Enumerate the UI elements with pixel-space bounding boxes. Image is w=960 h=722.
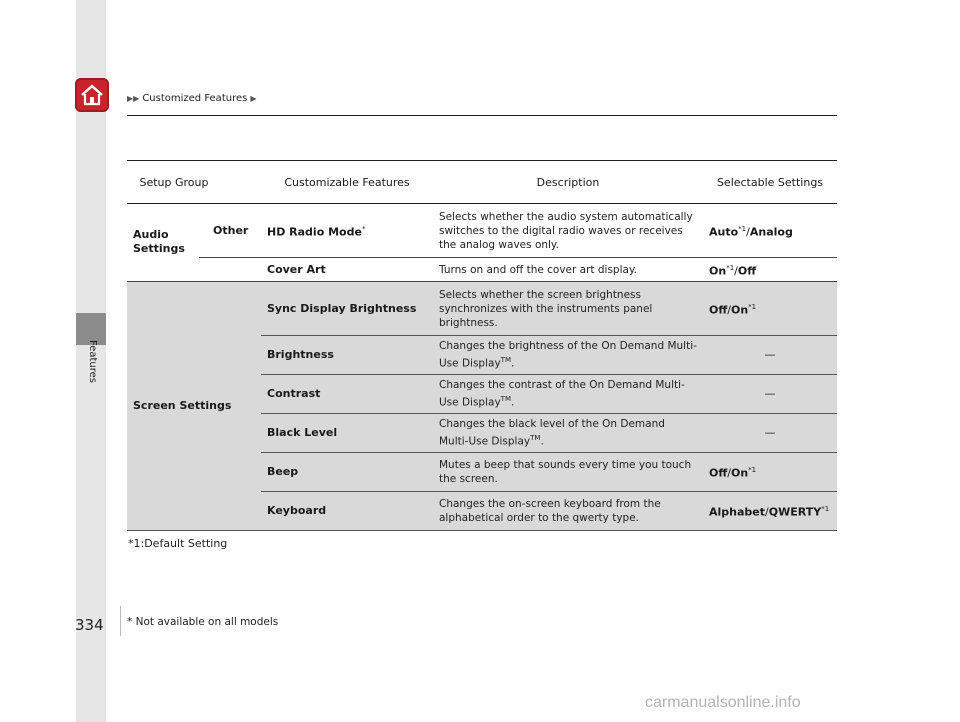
setting-option: On bbox=[730, 303, 749, 317]
trademark-mark: TM bbox=[500, 395, 511, 404]
trademark-mark: TM bbox=[530, 434, 541, 443]
feature-description bbox=[433, 414, 703, 453]
feature-name: Cover Art bbox=[261, 258, 433, 282]
description-end: . bbox=[540, 435, 544, 448]
breadcrumb-arrow-icon: ▶▶ bbox=[127, 94, 140, 103]
setting-separator: / bbox=[746, 225, 750, 239]
home-button[interactable] bbox=[75, 78, 109, 112]
header-customizable-features: Customizable Features bbox=[261, 161, 433, 204]
feature-label: HD Radio Mode bbox=[267, 225, 362, 239]
section-label: Features bbox=[87, 340, 98, 383]
group-audio-settings: Audio Settings bbox=[127, 204, 199, 282]
setting-option: Auto bbox=[709, 225, 739, 239]
feature-name: Sync Display Brightness bbox=[261, 282, 433, 336]
no-setting-dash: — bbox=[764, 348, 776, 361]
trademark-mark: TM bbox=[500, 356, 511, 365]
setting-option: Off bbox=[737, 264, 757, 278]
no-setting-dash: — bbox=[764, 387, 776, 400]
default-mark: *1 bbox=[726, 263, 735, 272]
feature-description: Selects whether the screen brightness synchronizes with the instruments panel brightness. bbox=[433, 282, 703, 336]
watermark: carmanualsonline.info bbox=[645, 694, 801, 711]
table-row bbox=[127, 282, 837, 336]
setting-option: Alphabet bbox=[709, 505, 766, 519]
breadcrumb bbox=[127, 93, 256, 104]
setting-separator: / bbox=[734, 264, 738, 278]
subgroup-spacer bbox=[199, 258, 261, 282]
feature-description: Changes the on-screen keyboard from the alphabetical order to the qwerty type. bbox=[433, 492, 703, 531]
setting-separator: / bbox=[727, 466, 731, 480]
footer-divider bbox=[120, 606, 121, 636]
header-divider bbox=[127, 115, 837, 116]
setting-option: QWERTY bbox=[768, 505, 822, 519]
page-number: 334 bbox=[75, 616, 104, 634]
feature-name bbox=[261, 204, 433, 258]
setting-separator: / bbox=[727, 303, 731, 317]
selectable-settings bbox=[703, 375, 837, 414]
feature-name: Brightness bbox=[261, 336, 433, 375]
description-text: Changes the brightness of the On Demand Multi-Use Display bbox=[439, 340, 697, 370]
default-mark: *1 bbox=[748, 302, 757, 311]
models-footnote: * Not available on all models bbox=[127, 616, 279, 628]
home-icon bbox=[79, 82, 105, 108]
selectable-settings bbox=[703, 336, 837, 375]
default-mark: *1 bbox=[748, 466, 757, 475]
table-row bbox=[127, 204, 837, 258]
setting-option: Off bbox=[709, 466, 728, 480]
selectable-settings bbox=[703, 453, 837, 492]
feature-description bbox=[433, 336, 703, 375]
breadcrumb-link[interactable]: Customized Features bbox=[142, 93, 248, 104]
header-selectable-settings: Selectable Settings bbox=[703, 161, 837, 204]
group-screen-settings: Screen Settings bbox=[127, 282, 261, 531]
default-mark: *1 bbox=[738, 224, 747, 233]
no-setting-dash: — bbox=[764, 426, 776, 439]
setting-option: Off bbox=[709, 303, 728, 317]
description-end: . bbox=[511, 357, 515, 370]
feature-name: Beep bbox=[261, 453, 433, 492]
feature-mark: * bbox=[361, 224, 366, 233]
feature-name: Contrast bbox=[261, 375, 433, 414]
table-header-row bbox=[127, 161, 837, 204]
selectable-settings bbox=[703, 414, 837, 453]
feature-description bbox=[433, 375, 703, 414]
subgroup-other: Other bbox=[199, 204, 261, 258]
setting-option: On bbox=[709, 264, 727, 278]
feature-description: Selects whether the audio system automatically switches to the digital radio waves or receives the analog waves only. bbox=[433, 204, 703, 258]
feature-name: Keyboard bbox=[261, 492, 433, 531]
setting-option: On bbox=[730, 466, 749, 480]
customized-features-table bbox=[127, 160, 837, 531]
description-text: Changes the black level of the On Demand Multi-Use Display bbox=[439, 418, 665, 448]
selectable-settings bbox=[703, 204, 837, 258]
feature-name: Black Level bbox=[261, 414, 433, 453]
selectable-settings bbox=[703, 258, 837, 282]
setting-separator: / bbox=[765, 505, 769, 519]
default-mark: *1 bbox=[821, 505, 830, 514]
default-setting-footnote: *1:Default Setting bbox=[128, 537, 228, 550]
feature-description: Mutes a beep that sounds every time you touch the screen. bbox=[433, 453, 703, 492]
breadcrumb-arrow-icon: ▶ bbox=[250, 94, 257, 103]
feature-description: Turns on and off the cover art display. bbox=[433, 258, 703, 282]
selectable-settings bbox=[703, 492, 837, 531]
description-end: . bbox=[511, 396, 515, 409]
header-setup-group: Setup Group bbox=[127, 161, 261, 204]
header-description: Description bbox=[433, 161, 703, 204]
selectable-settings bbox=[703, 282, 837, 336]
table-row bbox=[127, 258, 837, 282]
setting-option: Analog bbox=[749, 225, 793, 239]
description-text: Changes the contrast of the On Demand Multi-Use Display bbox=[439, 379, 685, 409]
